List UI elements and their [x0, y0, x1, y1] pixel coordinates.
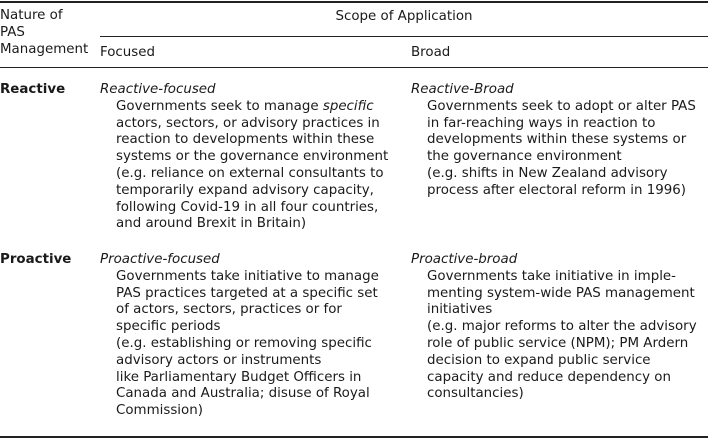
top-rule — [0, 1, 708, 3]
bottom-rule — [0, 436, 708, 438]
cell-line: Governments seek to manage specific — [116, 98, 374, 114]
cell-line: (e.g. major reforms to alter the advisory — [427, 319, 697, 335]
cell-line: developments within these systems or — [427, 132, 687, 148]
cell-line: temporarily expand advisory capacity, — [116, 182, 374, 198]
row-label-proactive: Proactive — [0, 252, 72, 267]
broad-column-header: Broad — [411, 45, 451, 60]
cell-line: actors, sectors, or advisory practices in — [116, 115, 380, 131]
cell-line: capacity and reduce dependency on — [427, 369, 671, 385]
cell-line: initiatives — [427, 302, 493, 318]
cell-line: PAS practices targeted at a specific set — [116, 285, 378, 301]
cell-line: the governance environment — [427, 149, 622, 165]
nature-column-header: Nature of PAS Management — [0, 8, 89, 57]
cell-line: consultancies) — [427, 386, 524, 402]
cell-line: of actors, sectors, practices or for — [116, 302, 342, 318]
cell-proactive-focused — [100, 252, 379, 420]
cell-line: (e.g. reliance on external consultants to — [116, 165, 384, 181]
cell-title: Reactive-focused — [100, 82, 216, 97]
cell-line: advisory actors or instruments — [116, 352, 322, 368]
cell-line: role of public service (NPM); PM Ardern — [427, 335, 689, 351]
cell-line: process after electoral reform in 1996) — [427, 182, 687, 198]
cell-line: reaction to developments within these — [116, 132, 375, 148]
cell-title: Proactive-focused — [100, 252, 220, 267]
cell-line: Canada and Australia; disuse of Royal — [116, 386, 370, 402]
cell-line: Governments seek to adopt or alter PAS — [427, 98, 696, 114]
cell-title: Reactive-Broad — [411, 82, 514, 97]
cell-line: Commission) — [116, 403, 203, 419]
cell-title: Proactive-broad — [411, 252, 518, 267]
scope-subrule — [100, 36, 708, 37]
focused-column-header: Focused — [100, 45, 155, 60]
row-label-reactive: Reactive — [0, 82, 66, 97]
cell-line: decision to expand public service — [427, 352, 651, 368]
scope-header: Scope of Application — [335, 9, 473, 24]
cell-line: (e.g. shifts in New Zealand advisory — [427, 165, 668, 181]
cell-line: Governments take initiative to manage — [116, 268, 379, 284]
cell-line: (e.g. establishing or removing specific — [116, 335, 372, 351]
cell-line: and around Brexit in Britain) — [116, 216, 307, 232]
cell-reactive-broad — [411, 82, 696, 200]
cell-line: following Covid-19 in all four countries, — [116, 199, 379, 215]
cell-reactive-focused — [100, 82, 388, 233]
cell-proactive-broad — [411, 252, 697, 403]
cell-line: menting system-wide PAS management — [427, 285, 695, 301]
cell-line: specific periods — [116, 319, 221, 335]
cell-line: like Parliamentary Budget Officers in — [116, 369, 362, 385]
cell-line: systems or the governance environment — [116, 149, 389, 165]
cell-line: Governments take initiative in imple- — [427, 268, 676, 284]
cell-line: in far-reaching ways in reaction to — [427, 115, 656, 131]
header-rule — [0, 67, 708, 68]
